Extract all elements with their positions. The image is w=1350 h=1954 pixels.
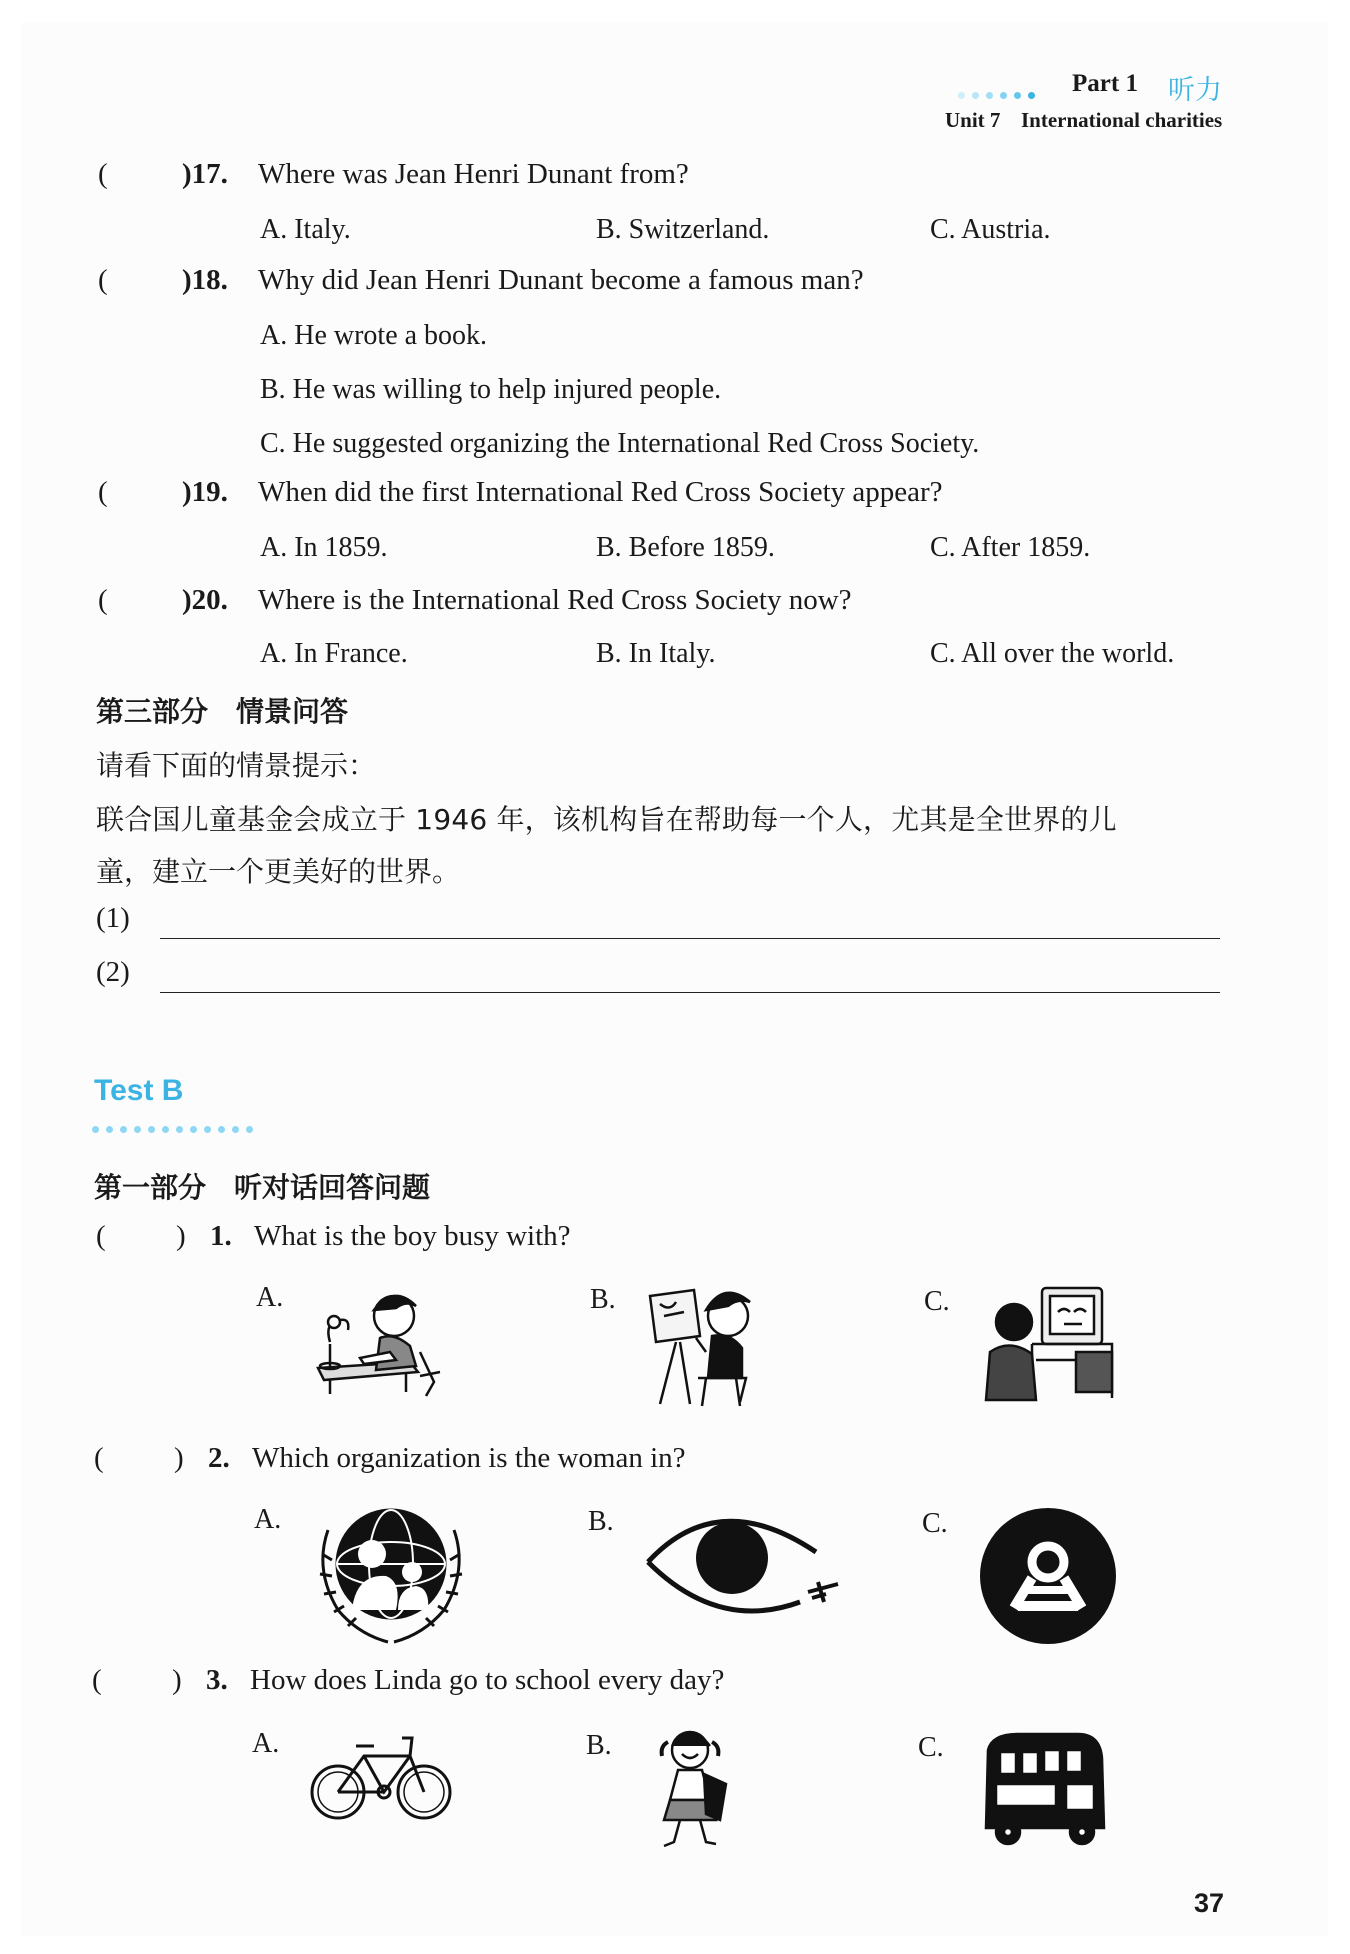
blank-label-1: (1)	[96, 902, 130, 934]
section-heading: 第一部分 听对话回答问题	[94, 1171, 431, 1204]
option-a: A. He wrote a book.	[260, 320, 488, 351]
question-number: 1.	[210, 1220, 232, 1252]
boy-painting-at-easel-icon[interactable]	[646, 1282, 766, 1412]
option-label-b: B.	[590, 1284, 616, 1315]
test-b-dots	[92, 1120, 260, 1138]
answer-paren: (	[98, 264, 108, 296]
option-label-b: B.	[586, 1730, 612, 1761]
option-b: B. Before 1859.	[596, 532, 775, 563]
option-b: B. In Italy.	[596, 638, 716, 669]
question-text: When did the first International Red Cross Society appear?	[258, 476, 943, 508]
question-number: 3.	[206, 1664, 228, 1696]
option-c: C. All over the world.	[930, 638, 1175, 669]
walking-girl-icon[interactable]	[640, 1722, 740, 1852]
option-a: A. In 1859.	[260, 532, 388, 563]
blank-label-2: (2)	[96, 956, 130, 988]
option-label-a: A.	[256, 1282, 284, 1313]
question-number: )20.	[182, 584, 228, 616]
answer-paren-close: )	[176, 1220, 186, 1252]
option-label-c: C.	[922, 1508, 948, 1539]
boy-reading-at-desk-icon[interactable]	[310, 1282, 450, 1402]
answer-paren-open: (	[92, 1664, 102, 1696]
option-b: B. Switzerland.	[596, 214, 770, 245]
question-text: Which organization is the woman in?	[252, 1442, 686, 1474]
question-number: 2.	[208, 1442, 230, 1474]
answer-paren: (	[98, 476, 108, 508]
option-a: A. Italy.	[260, 214, 351, 245]
bus-icon[interactable]	[974, 1728, 1106, 1850]
boy-using-computer-icon[interactable]	[980, 1282, 1130, 1402]
page-number: 37	[1194, 1888, 1225, 1918]
option-c: C. He suggested organizing the International Red Cross Society.	[260, 428, 980, 459]
question-text: What is the boy busy with?	[254, 1220, 571, 1252]
answer-paren-close: )	[172, 1664, 182, 1696]
header-part-cn: 听力	[1168, 75, 1222, 106]
section-prompt: 请看下面的情景提示：	[96, 749, 377, 782]
question-text: How does Linda go to school every day?	[250, 1664, 725, 1696]
answer-paren: (	[98, 158, 108, 190]
section-body-line2: 童，建立一个更美好的世界。	[96, 855, 461, 888]
header-unit-title: International charities	[1021, 108, 1223, 132]
unicef-logo-icon[interactable]	[308, 1500, 474, 1650]
option-label-c: C.	[924, 1286, 950, 1317]
option-b: B. He was willing to help injured people.	[260, 374, 722, 405]
question-number: )18.	[182, 264, 228, 296]
eye-with-plane-logo-icon[interactable]	[640, 1500, 840, 1620]
option-c: C. Austria.	[930, 214, 1051, 245]
answer-paren-open: (	[96, 1220, 106, 1252]
header-part: Part 1	[1072, 70, 1138, 97]
question-number: )19.	[182, 476, 228, 508]
oxfam-logo-icon[interactable]	[978, 1506, 1118, 1646]
answer-paren: (	[98, 584, 108, 616]
option-a: A. In France.	[260, 638, 408, 669]
option-label-a: A.	[252, 1728, 280, 1759]
bicycle-icon[interactable]	[306, 1728, 456, 1828]
option-label-a: A.	[254, 1504, 282, 1535]
question-text: Where was Jean Henri Dunant from?	[258, 158, 689, 190]
section-heading: 第三部分 情景问答	[96, 695, 349, 728]
page	[22, 22, 1328, 1936]
answer-paren-close: )	[174, 1442, 184, 1474]
question-text: Why did Jean Henri Dunant become a famous man?	[258, 264, 864, 296]
answer-paren-open: (	[94, 1442, 104, 1474]
test-b-title: Test B	[94, 1074, 184, 1107]
section-body-line1: 联合国儿童基金会成立于 1946 年，该机构旨在帮助每一个人，尤其是全世界的儿	[96, 803, 1117, 836]
header-dots	[958, 86, 1042, 104]
question-number: )17.	[182, 158, 228, 190]
answer-line-1[interactable]	[160, 938, 1220, 939]
answer-line-2[interactable]	[160, 992, 1220, 993]
question-text: Where is the International Red Cross Society now?	[258, 584, 852, 616]
option-label-b: B.	[588, 1506, 614, 1537]
option-label-c: C.	[918, 1732, 944, 1763]
header-unit: Unit 7	[945, 108, 1001, 132]
option-c: C. After 1859.	[930, 532, 1091, 563]
question-17	[98, 158, 108, 191]
